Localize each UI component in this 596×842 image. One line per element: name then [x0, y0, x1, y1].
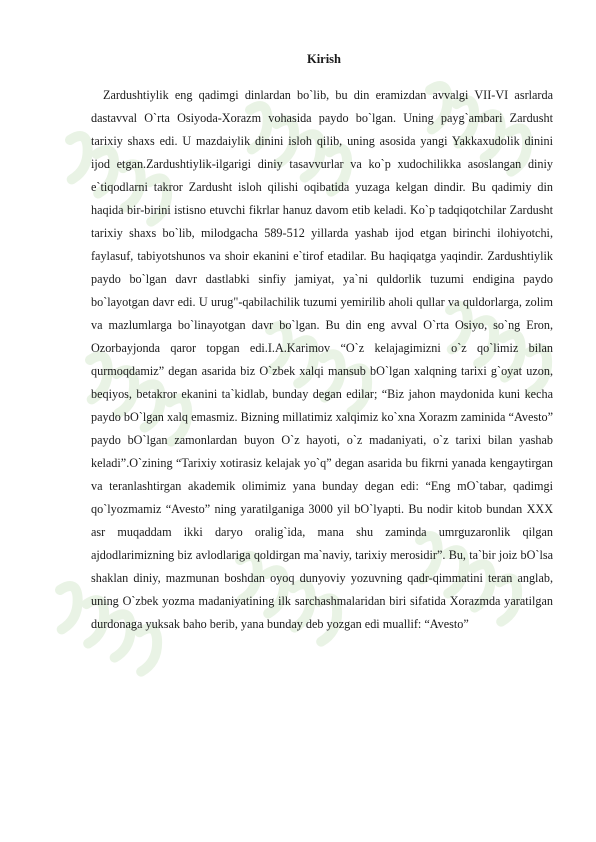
document-title: Kirish	[306, 52, 342, 66]
document-paragraph: Zardushtiylik eng qadimgi dinlardan bo`lib, bu din eramizdan avvalgi VII-VI asrlarda dastavval O`rta Osiyoda-Xorazm vohasida paydo bo`lgan. Uning payg`ambari Zardusht tarixiy shaxs edi. U mazdaiylik dinini isloh qilib, uning asosida yangi Yakkaxudolik dinini ijod etgan.Zardushtiylik-ilgarigi diniy tasavvurlar va ko`p xudochilikka asoslangan diniy e`tiqodlarni takror Zardusht isloh qilishi oqibatida yuzaga kelgan dindir. Bu qadimiy din haqida bir-birini istisno etuvchi fikrlar hanuz davom etib keladi. Ko`p tadqiqotchilar Zardusht tarixiy shaxs bo`lib, milodgacha 589-512 yillarda yashab ijod etgan birinchi ilohiyotchi, faylasuf, tabiyotshunos va shoir ekanini e`tirof etadilar. Bu haqiqatga yaqindir. Zardushtiylik paydo bo`lgan davr dastlabki sinfiy jamiyat, ya`ni quldorlik tuzumi endigina paydo bo`layotgan davr edi. U urug"-qabilachilik tuzumi yemirilib aholi qullar va quldorlarga, zolim va mazlumlarga bo`linayotgan davr bo`lgan. Bu din eng avval O`rta Osiyo, so`ng Eron, Ozorbayjonda qaror topgan edi.I.A.Karimov “O`z kelajagimizni o`z qo`limiz bilan qurmoqdamiz” degan asarida biz O`zbek xalqi mansub bO`lgan xalqning tarixi g`oyat uzon, beqiyos, betakror ekanini ta`kidlab, bunday degan edilar; “Biz jahon maydonida kuni kecha paydo bO`lgan xalq emasmiz. Bizning millatimiz xalqimiz ko`xna Xorazm zaminida “Avesto” paydo bO`lgan zamonlardan buyon O`z hayoti, o`z madaniyati, o`z tarixi bilan yashab keladi”.O`zining “Tarixiy xotirasiz kelajak yo`q” degan asarida bu fikrni yanada kengaytirgan va teranlashtirgan akademik olimimiz yana bunday degan edi: “Eng mO`tabar, qadimgi qo`lyozmamiz “Avesto” ning yaratilganiga 3000 yil bO`lyapti. Bu nodir kitob bundan XXX asr muqaddam ikki daryo oralig`ida, mana shu zaminda umrguzaronlik qilgan ajdodlarimizning biz avlodlariga qoldirgan ma`naviy, tarixiy merosidir”. Bu, ta`bir joiz bO`lsa shaklan diniy, mazmunan boshdan oyoq dunyoviy yozuvning qadr-qimmatini teran anglab, uning O`zbek yozma madaniyatining ilk sarchashmalaridan biri sifatida Xorazmda yaratilgan durdonaga yuksak baho berib, yana bunday deb yozgan edi muallif: “Avesto”	[91, 88, 553, 631]
document-content	[91, 52, 553, 636]
